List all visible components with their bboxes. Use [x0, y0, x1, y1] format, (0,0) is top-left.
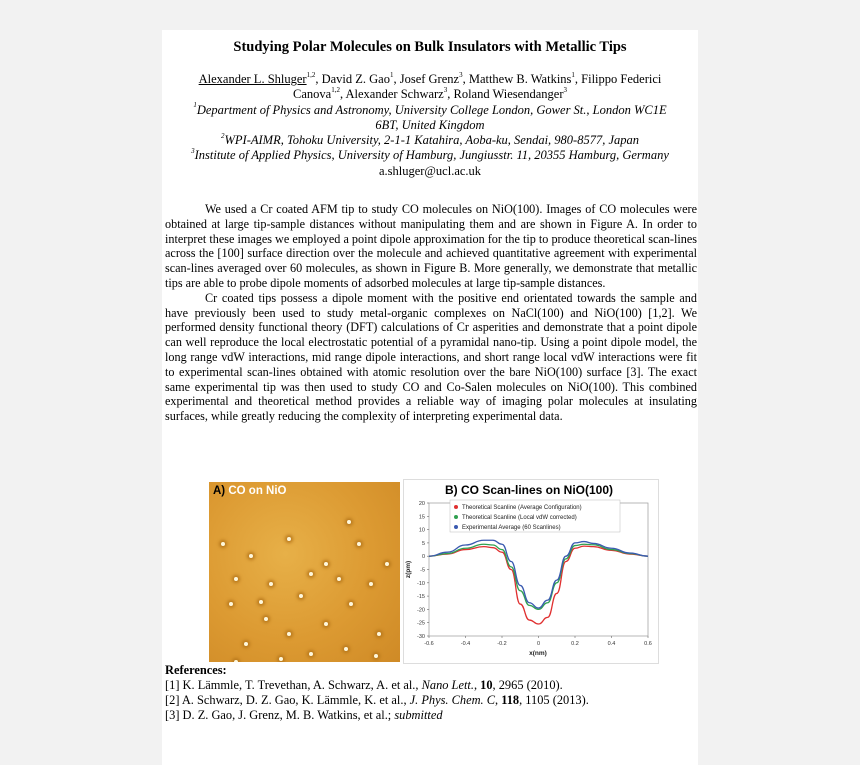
ref-pages: , 1105 (2013). [519, 693, 589, 707]
legend-entry: Experimental Average (60 Scanlines) [462, 525, 561, 531]
molecule-dot [357, 542, 361, 546]
author-line-2 [162, 87, 698, 102]
affiliation-1-cont: 6BT, United Kingdom [375, 117, 485, 132]
legend-marker [454, 505, 458, 509]
author-sup: 1,2 [331, 86, 340, 95]
x-axis-label: x(nm) [529, 650, 547, 657]
affiliation-text: WPI-AIMR, Tohoku University, 2-1-1 Katahira, Aoba-ku, Sendai, 980-8577, Japan [224, 133, 640, 148]
legend-entry: Theoretical Scanline (Average Configuration) [462, 505, 582, 511]
chart-title: B) CO Scan-lines on NiO(100) [444, 483, 614, 497]
affiliation-sup: 3 [191, 147, 195, 156]
y-tick-label: 10 [418, 527, 425, 534]
molecule-dot [337, 577, 341, 581]
figure-a-letter: A) [213, 485, 226, 497]
molecule-dot [377, 632, 381, 636]
ref-journal: J. Phys. Chem. C [409, 693, 495, 707]
molecule-dot [369, 582, 373, 586]
reference-item [165, 693, 697, 708]
molecule-dot [347, 520, 351, 524]
molecule-dot [309, 572, 313, 576]
series-line-2 [429, 544, 648, 609]
author: , Matthew B. Watkins [462, 72, 572, 86]
molecule-dot [324, 622, 328, 626]
y-axis-label: z(pm) [405, 560, 412, 579]
y-tick-label: -25 [417, 620, 425, 627]
molecule-dot [221, 542, 225, 546]
legend-marker [454, 515, 458, 519]
affiliation-sup: 1 [193, 101, 197, 110]
y-tick-label: 5 [421, 540, 425, 547]
references [165, 663, 697, 723]
ref-pages: , 2965 (2010). [492, 678, 563, 692]
author-sup: 3 [563, 86, 567, 95]
x-tick-label: 0.6 [644, 641, 652, 647]
ref-authors: [2] A. Schwarz, D. Z. Gao, K. Lämmle, K. et al., [165, 693, 410, 707]
molecule-dot [287, 632, 291, 636]
reference-item [165, 708, 697, 723]
y-tick-label: -15 [417, 594, 425, 601]
y-tick-label: -30 [417, 634, 425, 640]
abstract-body [165, 202, 697, 424]
ref-journal: Nano Lett. [421, 678, 474, 692]
molecule-dot [269, 582, 273, 586]
author: , Josef Grenz [393, 72, 460, 86]
paragraph-2: Cr coated tips possess a dipole moment with the positive end orientated towards the sample and have previously been used to study metal-organic complexes on NaCl(100) and NiO(100) [1,2]. We performed density functional theory (DFT) calculations of Cr asperities and demonstrate that a point dipole can well reproduce the local electrostatic potential of a pyramidal nano-tip. Using a point dipole model, the long range vdW interactions, mid range dipole interactions, and short range local vdW interactions were fit to experimental scan-lines obtained with atomic resolution over the bare NiO(100) surface [3]. The exact same experimental tip was then used to study CO and Co-Salen molecules on NiO(100). This combined experimental and theoretical method provides a reliable way of imaging polar molecules at insulating surfaces, while greatly reducing the complexity of interpreting experimental data. [165, 290, 697, 424]
molecule-dot [234, 577, 238, 581]
figure-a-label [213, 485, 286, 497]
author: , Alexander Schwarz [339, 87, 444, 102]
author-email: a.shluger@ucl.ac.uk [378, 163, 482, 178]
legend-marker [454, 525, 458, 529]
author-sup: 3 [443, 86, 448, 95]
molecule-dot [309, 652, 313, 656]
molecule-dot [349, 602, 353, 606]
author: , Roland Wiesendanger [447, 87, 564, 102]
author: , Filippo Federici [574, 72, 662, 86]
x-tick-label: 0.2 [571, 641, 579, 647]
x-tick-label: -0.6 [424, 641, 434, 647]
x-tick-label: 0 [536, 641, 541, 647]
author-sup: 3 [459, 70, 463, 79]
y-tick-label: -10 [417, 580, 425, 587]
paper-title: Studying Polar Molecules on Bulk Insulators with Metallic Tips [233, 39, 627, 55]
ref-authors: [3] D. Z. Gao, J. Grenz, M. B. Watkins, et al.; [165, 708, 395, 722]
author-sup: 1 [389, 70, 394, 79]
paragraph-1: We used a Cr coated AFM tip to study CO molecules on NiO(100). Images of CO molecules were obtained at large tip-sample distances without manipulating them and are shown in Figure A. In order to interpret these images we employed a point dipole approximation for the tip to produce theoretical scan-lines across the [100] surface direction over the molecule and achieved quantitative agreement with experimental scan-lines averaged over 60 molecules, as shown in Figure B. More generally, we demonstrate that metallic tips are able to probe dipole moments of adsorbed molecules at large tip-sample distances. [165, 202, 697, 290]
reference-item [165, 678, 697, 693]
figure-b-chart [403, 479, 659, 664]
ref-journal: submitted [394, 708, 443, 722]
molecule-dot [279, 657, 283, 661]
ref-volume: 10 [480, 678, 493, 692]
x-tick-label: -0.2 [497, 641, 507, 647]
ref-volume: 118 [501, 693, 520, 707]
affiliation-sup: 2 [220, 132, 225, 141]
molecule-dot [287, 537, 291, 541]
ref-sep: , [473, 678, 481, 692]
affiliation-3 [162, 148, 698, 163]
figure-a-title: CO on NiO [228, 485, 287, 497]
author-sup: 1,2 [306, 70, 316, 79]
legend-entry: Theoretical Scanline (Local vdW corrected) [462, 515, 577, 521]
figure-a-afm-image [209, 482, 400, 662]
y-tick-label: 15 [418, 514, 425, 521]
molecule-dot [234, 660, 238, 662]
affiliation-2 [162, 133, 698, 148]
y-tick-label: -5 [420, 567, 425, 574]
y-tick-label: 20 [418, 501, 425, 507]
molecule-dot [229, 602, 233, 606]
y-tick-label: -20 [417, 607, 425, 614]
author: Canova [293, 87, 332, 102]
author-line-1 [162, 72, 698, 87]
affiliation-text: Department of Physics and Astronomy, University College London, Gower St., London WC1E [196, 102, 667, 117]
author-presenting: Alexander L. Shluger [198, 72, 307, 86]
molecule-dot [244, 642, 248, 646]
x-tick-label: -0.4 [460, 641, 471, 647]
author-sup: 1 [571, 70, 575, 79]
molecule-dot [324, 562, 328, 566]
molecule-dot [264, 617, 268, 621]
affiliation-1 [162, 103, 698, 118]
paper-page [162, 30, 698, 765]
molecule-dot [344, 647, 348, 651]
y-tick-label: 0 [421, 554, 425, 561]
author: , David Z. Gao [315, 72, 390, 86]
x-tick-label: 0.4 [607, 641, 616, 647]
scanline-chart [404, 480, 658, 663]
ref-sep: , [495, 693, 502, 707]
molecule-dot [259, 600, 263, 604]
ref-authors: [1] K. Lämmle, T. Trevethan, A. Schwarz, A. et al., [165, 678, 422, 692]
molecule-dot [299, 594, 303, 598]
affiliation-text: Institute of Applied Physics, University of Hamburg, Jungiusstr. 11, 20355 Hamburg, Germany [194, 148, 669, 163]
molecule-dot [374, 654, 378, 658]
author-block [162, 72, 698, 179]
molecule-dot [385, 562, 389, 566]
series-line-1 [429, 546, 648, 624]
molecule-dot [249, 554, 253, 558]
references-heading: References: [165, 663, 227, 677]
